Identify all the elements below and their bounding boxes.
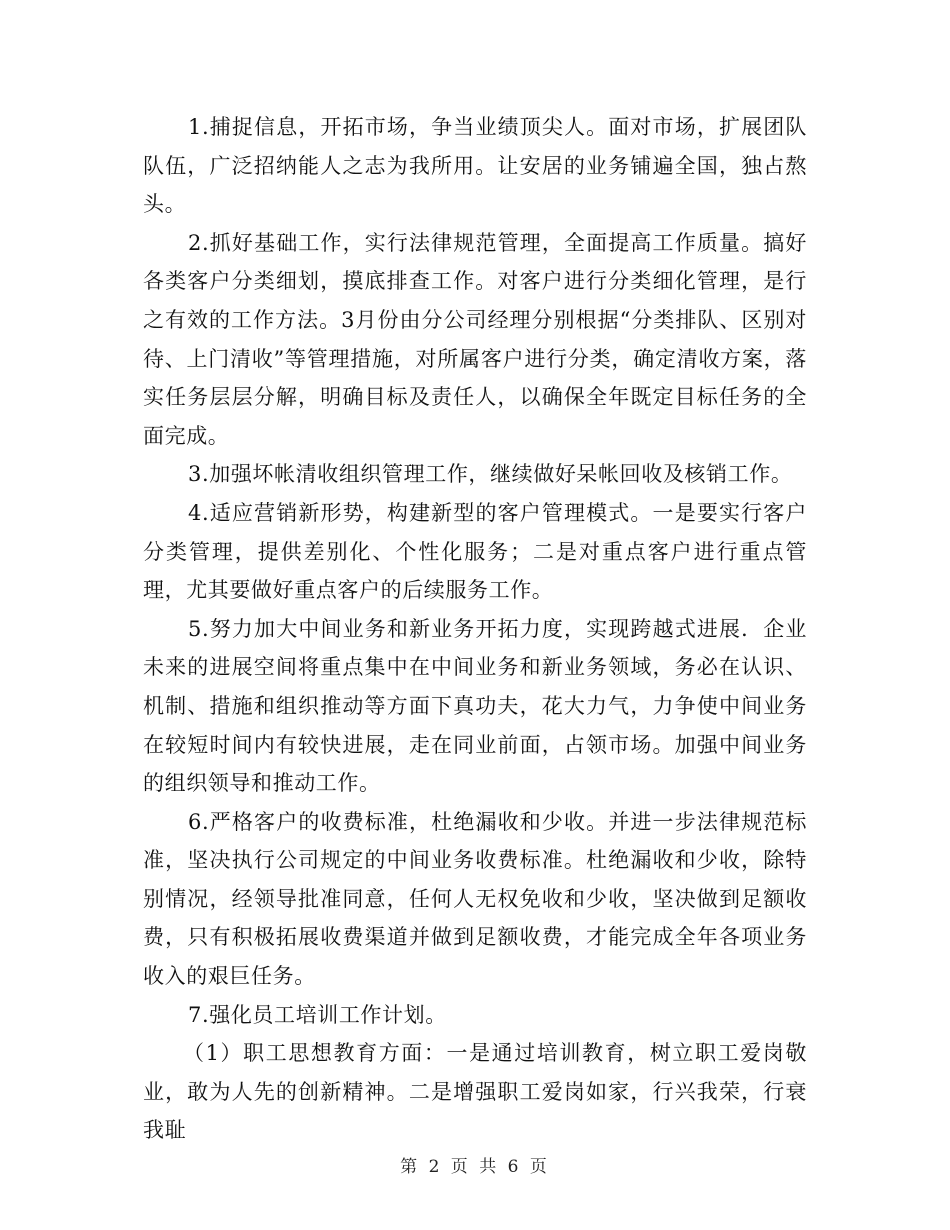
paragraph-7: 7.强化员工培训工作计划。 bbox=[188, 1002, 447, 1027]
paragraph-4: 4.适应营销新形势，构建新型的客户管理模式。一是要实行客户分类管理，提供差别化、个性化服务；二是对重点客户进行重点管理，尤其要做好重点客户的后续服务工作。 bbox=[143, 500, 807, 603]
page-number: 第 2 页 共 6 页 bbox=[400, 1157, 550, 1177]
paragraph-5: 5.努力加大中间业务和新业务开拓力度，实现跨越式进展．企业未来的进展空间将重点集中在中间业务和新业务领域，务必在认识、机制、措施和组织推动等方面下真功夫，花大力气，力争使中间业务在较短时间内有较快进展，走在同业前面，占领市场。加强中间业务的组织领导和推动工作。 bbox=[143, 616, 807, 796]
paragraph-2: 2.抓好基础工作，实行法律规范管理，全面提高工作质量。搞好各类客户分类细划，摸底排查工作。对客户进行分类细化管理，是行之有效的工作方法。3月份由分公司经理分别根据“分类排队、区别对待、上门清收”等管理措施，对所属客户进行分类，确定清收方案，落实任务层层分解，明确目标及责任人，以确保全年既定目标任务的全面完成。 bbox=[143, 230, 807, 448]
document-body bbox=[143, 108, 807, 1150]
paragraph-3: 3.加强坏帐清收组织管理工作，继续做好呆帐回收及核销工作。 bbox=[188, 462, 793, 487]
paragraph-8: （1）职工思想教育方面：一是通过培训教育，树立职工爱岗敬业，敢为人先的创新精神。二是增强职工爱岗如家，行兴我荣，行衰我耻 bbox=[143, 1041, 807, 1143]
paragraph-6: 6.严格客户的收费标准，杜绝漏收和少收。并进一步法律规范标准，坚决执行公司规定的中间业务收费标准。杜绝漏收和少收，除特别情况，经领导批准同意，任何人无权免收和少收，坚决做到足额收费，只有积极拓展收费渠道并做到足额收费，才能完成全年各项业务收入的艰巨任务。 bbox=[143, 809, 807, 989]
paragraph-1: 1.捕捉信息，开拓市场，争当业绩顶尖人。面对市场，扩展团队队伍，广泛招纳能人之志为我所用。让安居的业务铺遍全国，独占熬头。 bbox=[143, 115, 807, 217]
